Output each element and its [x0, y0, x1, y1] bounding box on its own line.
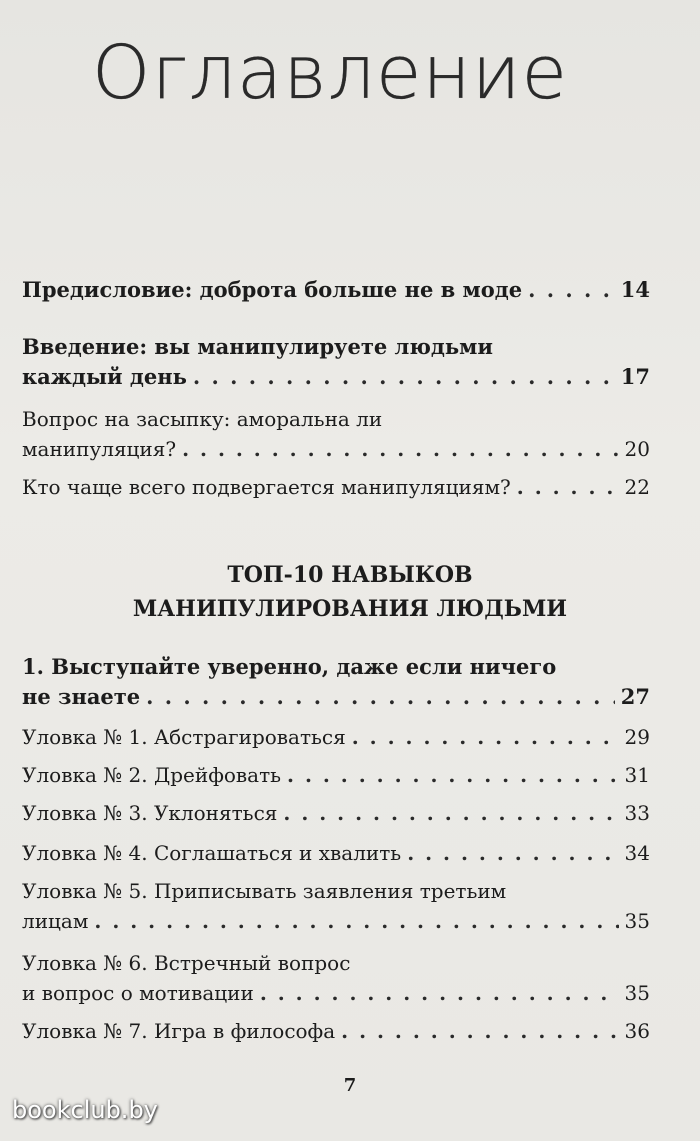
toc-entry-trick-2 [22, 760, 650, 790]
toc-entry-title: Уловка № 6. Встречный вопрос [22, 951, 351, 975]
toc-page-number: 29 [624, 725, 650, 749]
toc-entry-title: Введение: вы манипулируете людьми [22, 334, 493, 359]
toc-entry-title-cont: не знаете [22, 684, 141, 709]
leader-dots [182, 434, 618, 464]
toc-entry-title: Кто чаще всего подвергается манипуляциям? [22, 475, 511, 499]
toc-entry-title: Вопрос на засыпку: аморальна ли [22, 407, 383, 431]
toc-entry-title: Уловка № 3. Уклоняться [22, 801, 278, 825]
toc-entry-title: Уловка № 4. Соглашаться и хвалить [22, 841, 402, 865]
leader-dots [517, 472, 619, 502]
toc-entry-trick-1 [22, 722, 650, 752]
leader-dots [260, 978, 619, 1008]
toc-page-number: 14 [620, 277, 650, 302]
toc-entry-title-cont: и вопрос о мотивации [22, 981, 254, 1005]
toc-page-number: 35 [624, 981, 650, 1005]
toc-entry-chapter-1 [22, 652, 650, 712]
toc-page-number: 31 [624, 763, 650, 787]
leader-dots [407, 838, 618, 868]
toc-entry-preface [22, 275, 650, 305]
page-title: Оглавление [92, 30, 569, 116]
toc-page-number: 20 [624, 437, 650, 461]
toc-page-number: 34 [624, 841, 650, 865]
toc-entry-who [22, 472, 650, 502]
toc-entry-title: Уловка № 7. Игра в философа [22, 1019, 336, 1043]
toc-entry-question [22, 404, 650, 464]
watermark: bookclub.by [12, 1096, 158, 1124]
leader-dots [341, 1016, 618, 1046]
toc-entry-trick-3 [22, 798, 650, 828]
leader-dots [146, 682, 615, 712]
toc-page-number: 27 [620, 684, 650, 709]
leader-dots [352, 722, 619, 752]
leader-dots [287, 760, 619, 790]
toc-entry-introduction [22, 332, 650, 392]
toc-page-number: 33 [624, 801, 650, 825]
leader-dots [528, 275, 615, 305]
toc-page-number: 22 [624, 475, 650, 499]
toc-entry-title: Предисловие: доброта больше не в моде [22, 277, 523, 302]
section-heading-line: ТОП-10 НАВЫКОВ [227, 562, 473, 588]
section-heading [0, 558, 700, 626]
toc-entry-title: Уловка № 2. Дрейфовать [22, 763, 282, 787]
toc-page-number: 35 [624, 909, 650, 933]
toc-entry-title-cont: манипуляция? [22, 437, 177, 461]
leader-dots [283, 798, 618, 828]
leader-dots [193, 362, 615, 392]
toc-entry-title-cont: лицам [22, 909, 89, 933]
toc-entry-trick-5 [22, 876, 650, 936]
toc-entry-title: Уловка № 1. Абстрагироваться [22, 725, 346, 749]
toc-entry-title-cont: каждый день [22, 364, 187, 389]
toc-page-number: 17 [620, 364, 650, 389]
leader-dots [94, 906, 618, 936]
toc-entry-title: 1. Выступайте уверенно, даже если ничего [22, 654, 557, 679]
page-number: 7 [343, 1075, 357, 1096]
toc-entry-trick-7 [22, 1016, 650, 1046]
toc-page-number: 36 [624, 1019, 650, 1043]
toc-entry-trick-6 [22, 948, 650, 1008]
toc-entry-title: Уловка № 5. Приписывать заявления третьим [22, 879, 507, 903]
section-heading-line: МАНИПУЛИРОВАНИЯ ЛЮДЬМИ [132, 596, 568, 622]
toc-entry-trick-4 [22, 838, 650, 868]
